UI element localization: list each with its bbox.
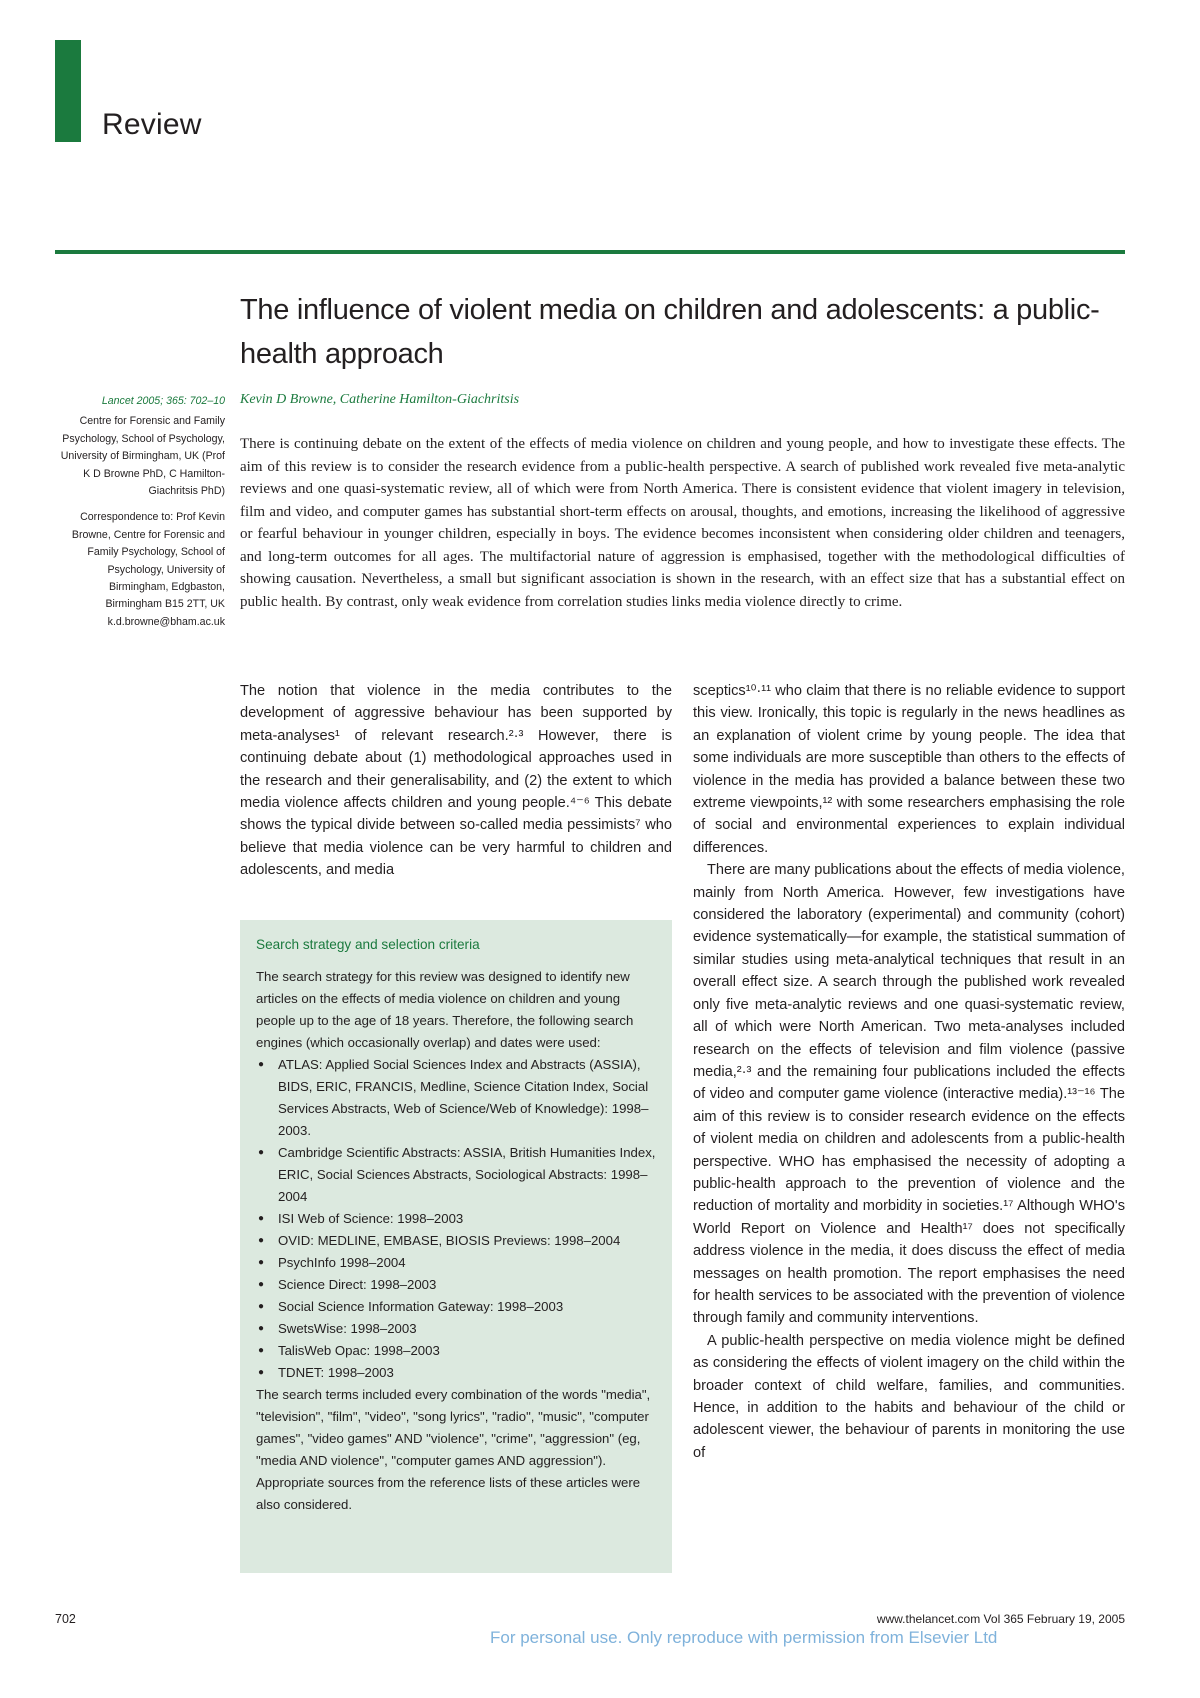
- list-item: ● ISI Web of Science: 1998–2003: [256, 1208, 656, 1230]
- list-item: ● OVID: MEDLINE, EMBASE, BIOSIS Previews: 1998–2004: [256, 1230, 656, 1252]
- search-engine-list: [256, 1054, 656, 1384]
- search-strategy-box: [240, 920, 672, 1573]
- body-paragraph: There are many publications about the effects of media violence, mainly from North America. However, few investigations have considered the laboratory (experimental) and community (cohort) evidence systematically—for example, the statistical summation of similar studies using meta-analytical techniques that result in an overall effect size. A search through the published work revealed only five meta-analytic reviews and one quasi-systematic review, all of which were North American. Two meta-analyses included research on the effects of television and film violence (passive media,²·³ and the remaining four publications included the effects of video and computer game violence (interactive media).¹³⁻¹⁶ The aim of this review is to consider research evidence on the effects of violent media on children and adolescents from a public-health perspective. WHO has emphasised the necessity of adopting a public-health approach to the prevention of violence and the reduction of mortality and morbidity in societies.¹⁷ Although WHO's World Report on Violence and Health¹⁷ does not specifically address violence in the media, it does discuss the effect of media messages on health promotion. The report emphasises the need for health services to be associated with the prevention of violence through family and community interventions.: [693, 862, 1125, 1327]
- section-color-bar: [55, 40, 81, 142]
- body-column-right: [693, 680, 1125, 1464]
- list-item: ● TalisWeb Opac: 1998–2003: [256, 1340, 656, 1362]
- sidebar-notes: [55, 393, 225, 640]
- affiliation: Centre for Forensic and Family Psychology, School of Psychology, University of Birmingham, UK (Prof K D Browne PhD, C Hamilton-Giachritsis PhD): [60, 415, 225, 498]
- page-number: 702: [55, 1612, 76, 1626]
- list-item: ● PsychInfo 1998–2004: [256, 1252, 656, 1274]
- search-box-title: Search strategy and selection criteria: [256, 937, 480, 952]
- list-item: ● SwetsWise: 1998–2003: [256, 1318, 656, 1340]
- body-paragraph: The notion that violence in the media contributes to the development of aggressive behaviour has been supported by meta-analyses¹ of relevant research.²·³ However, there is continuing debate about (1) methodological approaches used in the research and their generalisability, and (2) the extent to which media violence affects children and young people.⁴⁻⁶ This debate shows the typical divide between so-called media pessimists⁷ who believe that media violence can be very harmful to children and adolescents, and media: [240, 683, 672, 879]
- body-column-left: [240, 680, 672, 882]
- list-item: ● Social Science Information Gateway: 1998–2003: [256, 1296, 656, 1318]
- body-paragraph: sceptics¹⁰·¹¹ who claim that there is no reliable evidence to support this view. Ironically, this topic is regularly in the news headlines as an explanation of violent crime by young people. The idea that some individuals are more susceptible than others to the effects of violence in the media has provided a balance between these two extreme viewpoints,¹² with some researchers emphasising the role of social and environmental experiences to explain individual differences.: [693, 683, 1125, 856]
- body-paragraph: A public-health perspective on media violence might be defined as considering the effects of violent imagery on the child within the broader context of child welfare, families, and communities. Hence, in addition to the habits and behaviour of the child or adolescent viewer, the behaviour of parents in monitoring the use of: [693, 1332, 1125, 1461]
- search-box-outro: The search terms included every combination of the words "media", "television", "film", "video", "song lyrics", "radio", "music", "computer games", "video games" AND "violence", "crime", "aggression" (eg, "media AND violence", "computer games AND aggression"). Appropriate sources from the reference lists of these articles were also considered.: [256, 1387, 651, 1512]
- citation: Lancet 2005; 365: 702–10: [101, 395, 225, 407]
- permission-watermark: For personal use. Only reproduce with permission from Elsevier Ltd: [490, 1628, 998, 1647]
- search-box-intro: The search strategy for this review was designed to identify new articles on the effects of media violence on children and young people up to the age of 18 years. Therefore, the following search engines (which occasionally overlap) and dates were used:: [256, 969, 634, 1050]
- list-item: ● TDNET: 1998–2003: [256, 1362, 656, 1384]
- article-title: The influence of violent media on children and adolescents: a public-health approach: [240, 294, 1100, 370]
- list-item: ● Cambridge Scientific Abstracts: ASSIA, British Humanities Index, ERIC, Social Sciences Abstracts, Sociological Abstracts: 1998–2004: [256, 1142, 656, 1208]
- list-item: ● Science Direct: 1998–2003: [256, 1274, 656, 1296]
- abstract: There is continuing debate on the extent of the effects of media violence on children and young people, and how to investigate these effects. The aim of this review is to consider the research evidence from a public-health perspective. A search of published work revealed five meta-analytic reviews and one quasi-systematic review, all of which were from North America. There is consistent evidence that violent imagery in television, film and video, and computer games has substantial short-term effects on arousal, thoughts, and emotions, increasing the likelihood of aggressive or fearful behaviour in younger children, especially in boys. The evidence becomes inconsistent when considering older children and teenagers, and long-term outcomes for all ages. The multifactorial nature of aggression is emphasised, together with the methodological difficulties of showing causation. Nevertheless, a small but significant association is shown in the research, with an effect size that has a substantial effect on public health. By contrast, only weak evidence from correlation studies links media violence directly to crime.: [240, 436, 1125, 610]
- list-item: ● ATLAS: Applied Social Sciences Index and Abstracts (ASSIA), BIDS, ERIC, FRANCIS, Medline, Science Citation Index, Social Services Abstracts, Web of Science/Web of Knowledge): 1998–2003.: [256, 1054, 656, 1142]
- article-authors: Kevin D Browne, Catherine Hamilton-Giachritsis: [240, 392, 520, 407]
- section-label: Review: [102, 108, 202, 141]
- journal-info: www.thelancet.com Vol 365 February 19, 2005: [876, 1612, 1125, 1626]
- correspondence: Correspondence to: Prof Kevin Browne, Centre for Forensic and Family Psychology, School of Psychology, University of Birmingham, Edgbaston, Birmingham B15 2TT, UK k.d.browne@bham.ac.uk: [71, 511, 225, 628]
- header-rule: [55, 250, 1125, 254]
